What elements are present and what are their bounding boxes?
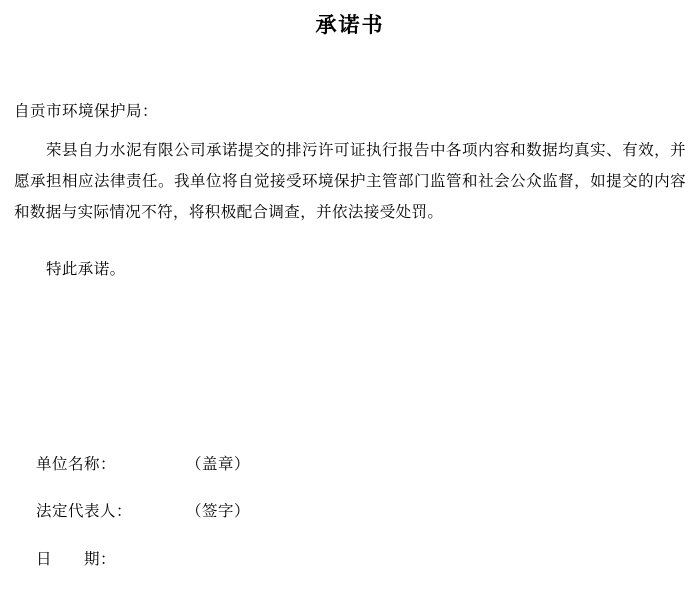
company-name-seal-hint: （盖章）	[186, 455, 251, 473]
legal-representative-sign-hint: （签字）	[186, 502, 251, 521]
addressee-line: 自贡市环境保护局：	[14, 102, 159, 121]
date-label: 日 期：	[36, 549, 117, 568]
commitment-paragraph: 荣县自力水泥有限公司承诺提交的排污许可证执行报告中各项内容和数据均真实、有效，并愿承担相应法律责任。我单位将自觉接受环境保护主管部门监管和社会公众监督，如提交的内容和数据与实际情况不符，将积极配合调查，并依法接受处罚。	[14, 141, 686, 222]
company-name-label: 单位名称：	[36, 455, 117, 473]
signature-block	[14, 453, 686, 595]
signature-row-legal-representative	[14, 500, 686, 523]
signature-row-company	[14, 453, 686, 476]
signature-row-date	[14, 548, 686, 571]
document-page	[0, 13, 700, 589]
page-title: 承诺书	[315, 13, 385, 37]
legal-representative-label: 法定代表人：	[36, 502, 133, 521]
closing-paragraph: 特此承诺。	[46, 260, 126, 279]
